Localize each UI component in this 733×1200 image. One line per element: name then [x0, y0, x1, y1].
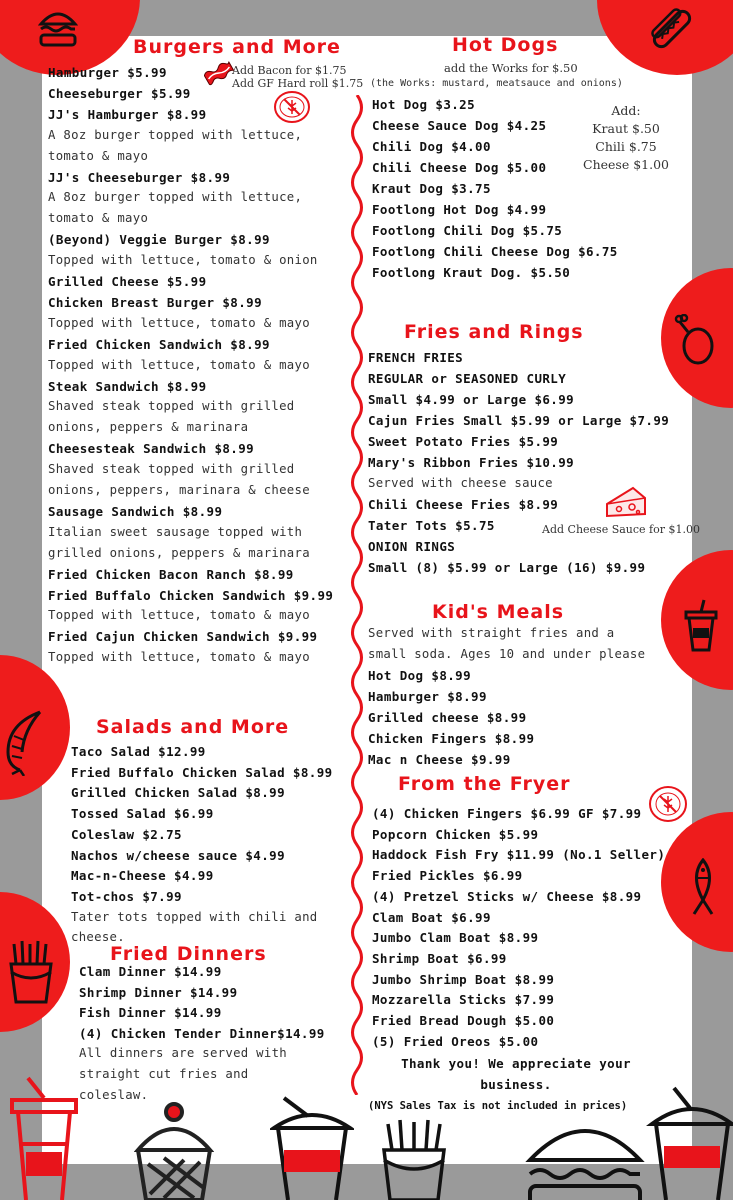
cheese-icon	[605, 484, 647, 520]
works-note: (the Works: mustard, meatsauce and onions)	[370, 78, 623, 89]
soda-cup-icon	[644, 1084, 733, 1200]
column-divider	[346, 95, 368, 1095]
menu-item-description: grilled onions, peppers & marinara	[48, 545, 310, 560]
menu-item: Chili Cheese Fries $8.99	[368, 497, 559, 512]
hotdogs-heading: Hot Dogs	[452, 34, 559, 56]
menu-item-description: coleslaw.	[79, 1087, 149, 1102]
menu-item: Tossed Salad $6.99	[71, 806, 214, 822]
menu-item-description: Topped with lettuce, tomato & mayo	[48, 608, 310, 623]
menu-item-description: Served with straight fries and a	[368, 626, 615, 640]
kids-heading: Kid's Meals	[432, 601, 565, 623]
menu-item: REGULAR or SEASONED CURLY	[368, 371, 567, 386]
menu-item: Haddock Fish Fry $11.99 (No.1 Seller)	[372, 847, 666, 863]
menu-item: Footlong Hot Dog $4.99	[372, 202, 547, 217]
hotdogs-subtitle: add the Works for $.50	[444, 61, 578, 75]
menu-item-description: Italian sweet sausage topped with	[48, 524, 303, 539]
gluten-free-badge-icon	[273, 90, 311, 124]
menu-item: Footlong Chili Dog $5.75	[372, 223, 563, 238]
menu-item: Mac n Cheese $9.99	[368, 752, 511, 767]
fryer-heading: From the Fryer	[398, 773, 571, 795]
hotdog-addon-kraut: Kraut $.50	[592, 121, 660, 136]
menu-item: Kraut Dog $3.75	[372, 181, 491, 196]
dinners-heading: Fried Dinners	[110, 943, 267, 965]
menu-item: Chicken Breast Burger $8.99	[48, 294, 262, 310]
menu-item-description: Topped with lettuce, tomato & mayo	[48, 315, 310, 330]
hotdog-addons	[582, 102, 670, 174]
menu-item: (4) Chicken Fingers $6.99 GF $7.99	[372, 806, 642, 821]
menu-item: (5) Fried Oreos $5.00	[372, 1033, 539, 1049]
menu-item: Shrimp Dinner $14.99	[79, 984, 238, 1000]
fish-icon	[688, 858, 718, 918]
menu-item-description: A 8oz burger topped with lettuce,	[48, 190, 303, 205]
menu-item: Fried Buffalo Chicken Salad $8.99	[71, 764, 333, 780]
thank-you-line-2: business.	[480, 1077, 552, 1092]
fries-icon	[8, 938, 54, 1004]
burgers-heading: Burgers and More	[133, 36, 341, 58]
menu-item: Small $4.99 or Large $6.99	[368, 392, 575, 407]
sales-tax-note: (NYS Sales Tax is not included in prices)	[368, 1100, 628, 1112]
thank-you-message	[372, 1053, 660, 1095]
menu-item: Sweet Potato Fries $5.99	[368, 434, 559, 449]
menu-item: Popcorn Chicken $5.99	[372, 826, 539, 842]
menu-item: (4) Pretzel Sticks w/ Cheese $8.99	[372, 888, 642, 904]
menu-item-description: small soda. Ages 10 and under please	[368, 647, 646, 661]
menu-item: Grilled Chicken Salad $8.99	[71, 785, 285, 801]
menu-item: Jumbo Shrimp Boat $8.99	[372, 971, 555, 987]
menu-item-description: Topped with lettuce, tomato & onion	[48, 253, 318, 268]
bacon-icon	[204, 60, 234, 86]
menu-item: Shrimp Boat $6.99	[372, 950, 507, 966]
menu-item: Fried Bread Dough $5.00	[372, 1013, 555, 1028]
menu-item: Taco Salad $12.99	[71, 744, 206, 759]
gluten-free-badge-icon	[648, 785, 688, 823]
menu-item-description: onions, peppers, marinara & cheese	[48, 483, 310, 497]
menu-item-description: A 8oz burger topped with lettuce,	[48, 127, 303, 142]
menu-item-description: tomato & mayo	[48, 148, 149, 163]
thank-you-line-1: Thank you! We appreciate your	[401, 1056, 631, 1071]
menu-item: Grilled cheese $8.99	[368, 710, 527, 725]
menu-item: Cajun Fries Small $5.99 or Large $7.99	[368, 413, 670, 428]
hotdog-addon-cheese: Cheese $1.00	[583, 157, 669, 172]
menu-item: Jumbo Clam Boat $8.99	[372, 930, 539, 946]
burger-icon	[38, 6, 78, 48]
gf-roll-addon-note: Add GF Hard roll $1.75	[232, 77, 364, 90]
menu-item: Small (8) $5.99 or Large (16) $9.99	[368, 560, 646, 575]
soda-cup-icon	[684, 598, 718, 652]
menu-item: Tot-chos $7.99	[71, 888, 182, 904]
hotdog-addons-title: Add:	[611, 103, 641, 118]
cupcake-icon	[134, 1098, 214, 1200]
menu-item: Tater Tots $5.75	[368, 518, 495, 533]
menu-item-description: tomato & mayo	[48, 211, 149, 226]
menu-item: Cheesesteak Sandwich $8.99	[48, 441, 255, 457]
menu-item-description: Topped with lettuce, tomato & mayo	[48, 650, 310, 665]
menu-item-description: Topped with lettuce, tomato & mayo	[48, 357, 310, 372]
menu-item: FRENCH FRIES	[368, 350, 464, 365]
menu-item: Hamburger $8.99	[368, 689, 487, 704]
menu-item: Steak Sandwich $8.99	[48, 378, 207, 394]
menu-item: Clam Boat $6.99	[372, 909, 491, 925]
menu-item: Fried Pickles $6.99	[372, 868, 523, 884]
menu-item-description: All dinners are served with	[79, 1046, 287, 1061]
menu-item-description: Shaved steak topped with grilled	[48, 399, 295, 414]
cheese-sauce-note: Add Cheese Sauce for $1.00	[542, 523, 700, 536]
menu-item: Mozzarella Sticks $7.99	[372, 992, 555, 1008]
menu-item: Cheese Sauce Dog $4.25	[372, 118, 547, 133]
hotdog-icon	[648, 6, 696, 52]
menu-item: Nachos w/cheese sauce $4.99	[71, 847, 285, 863]
fries-icon	[380, 1116, 448, 1200]
menu-item-description: Served with cheese sauce	[368, 476, 553, 490]
menu-item: Hot Dog $3.25	[372, 97, 476, 112]
menu-item: Mac-n-Cheese $4.99	[71, 868, 214, 884]
shrimp-icon	[0, 706, 50, 776]
soda-cup-icon	[270, 1094, 354, 1200]
bacon-addon-note: Add Bacon for $1.75	[232, 64, 347, 77]
fries-heading: Fries and Rings	[404, 321, 584, 343]
burger-icon	[524, 1112, 646, 1200]
menu-item: Cheeseburger $5.99	[48, 85, 191, 101]
menu-item: Fried Chicken Sandwich $8.99	[48, 336, 270, 352]
soda-cup-icon	[4, 1074, 84, 1200]
salads-heading: Salads and More	[96, 716, 290, 738]
menu-item: Clam Dinner $14.99	[79, 964, 222, 979]
menu-item-description: cheese.	[71, 930, 125, 945]
menu-item: Chili Cheese Dog $5.00	[372, 160, 547, 175]
menu-item: JJ's Cheeseburger $8.99	[48, 169, 231, 185]
menu-item: Fish Dinner $14.99	[79, 1005, 222, 1021]
menu-item: Hamburger $5.99	[48, 65, 167, 80]
hotdog-addon-chili: Chili $.75	[595, 139, 657, 154]
menu-item-description: straight cut fries and	[79, 1067, 249, 1081]
menu-item-description: onions, peppers & marinara	[48, 420, 249, 435]
menu-item: Footlong Kraut Dog. $5.50	[372, 265, 571, 280]
menu-item: Grilled Cheese $5.99	[48, 274, 207, 289]
menu-item: Fried Buffalo Chicken Sandwich $9.99	[48, 587, 334, 603]
menu-item: (4) Chicken Tender Dinner$14.99	[79, 1025, 325, 1041]
chicken-leg-icon	[674, 314, 716, 366]
menu-item: Hot Dog $8.99	[368, 668, 472, 683]
menu-item: Sausage Sandwich $8.99	[48, 503, 223, 519]
menu-item: ONION RINGS	[368, 539, 456, 554]
menu-item: (Beyond) Veggie Burger $8.99	[48, 232, 270, 248]
menu-item: Footlong Chili Cheese Dog $6.75	[372, 244, 618, 259]
menu-item: Chicken Fingers $8.99	[368, 731, 535, 746]
menu-item: Coleslaw $2.75	[71, 826, 182, 842]
menu-item: Chili Dog $4.00	[372, 139, 491, 154]
menu-item: Fried Cajun Chicken Sandwich $9.99	[48, 629, 318, 645]
menu-item: JJ's Hamburger $8.99	[48, 106, 207, 122]
menu-item: Mary's Ribbon Fries $10.99	[368, 455, 575, 470]
menu-item-description: Tater tots topped with chili and	[71, 909, 318, 924]
menu-item-description: Shaved steak topped with grilled	[48, 462, 295, 477]
menu-item: Fried Chicken Bacon Ranch $8.99	[48, 566, 294, 582]
